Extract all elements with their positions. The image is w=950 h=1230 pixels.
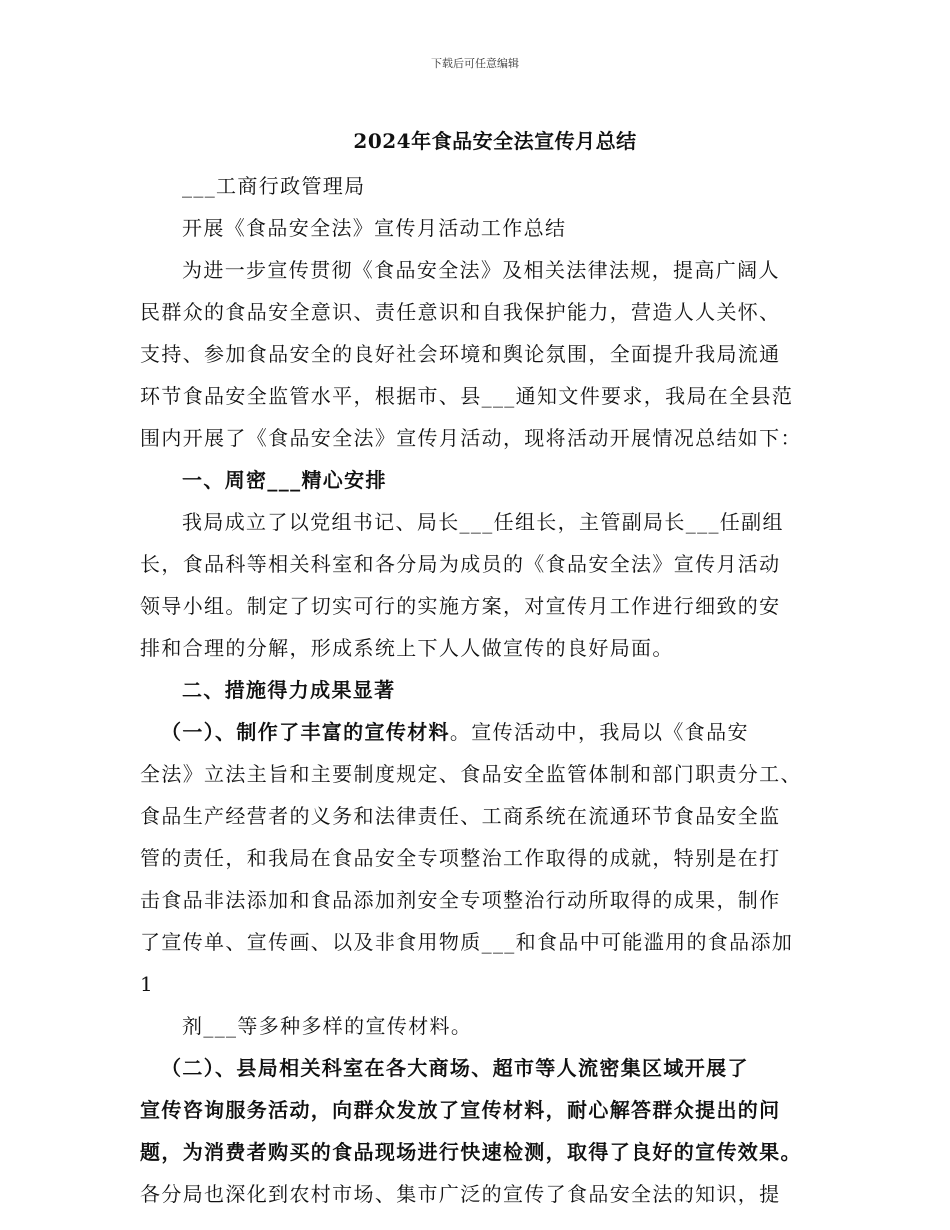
section-heading-2: 二、措施得力成果显著 <box>182 678 396 702</box>
document-title: 2024年食品安全法宣传月总结 <box>353 129 637 153</box>
header-note: 下载后可任意编辑 <box>431 57 519 70</box>
text-line: 我局成立了以党组书记、局长___任组长，主管副局长___任副组 <box>182 510 784 534</box>
document-body <box>140 165 815 1215</box>
item1-continuation: 剂___等多种多样的宣传材料。 <box>182 1014 473 1038</box>
text-line: 支持、参加食品安全的良好社会环境和舆论氛围，全面提升我局流通 <box>140 342 781 366</box>
section1-paragraph <box>140 501 815 669</box>
subtitle-line: 开展《食品安全法》宣传月活动工作总结 <box>182 216 567 240</box>
page-number: 1 <box>140 972 155 996</box>
text-line: 为进一步宣传贯彻《食品安全法》及相关法律法规，提高广阔人 <box>182 258 780 282</box>
text-line: 长，食品科等相关科室和各分局为成员的《食品安全法》宣传月活动 <box>140 552 781 576</box>
text-line: 食品生产经营者的义务和法律责任、工商系统在流通环节食品安全监 <box>140 804 781 828</box>
text-line: 各分局也深化到农村市场、集市广泛的宣传了食品安全法的知识，提 <box>140 1182 781 1206</box>
text-line <box>140 711 815 753</box>
text-line: 击食品非法添加和食品添加剂安全专项整治行动所取得的成果，制作 <box>140 888 781 912</box>
text-line: 民群众的食品安全意识、责任意识和自我保护能力，营造人人关怀、 <box>140 300 781 324</box>
text-line: 环节食品安全监管水平，根据市、县___通知文件要求，我局在全县范 <box>140 384 794 408</box>
text-line: （二）、县局相关科室在各大商场、超市等人流密集区域开展了 <box>161 1056 749 1080</box>
item2-paragraph <box>140 1047 815 1173</box>
item1-paragraph <box>140 711 815 963</box>
intro-paragraph <box>140 249 815 459</box>
agency-line: ___工商行政管理局 <box>182 174 366 198</box>
text-line: 排和合理的分解，形成系统上下人人做宣传的良好局面。 <box>140 636 674 660</box>
item2-continuation <box>140 1173 815 1215</box>
text-line: 管的责任，和我局在食品安全专项整治工作取得的成就，特别是在打 <box>140 846 781 870</box>
text-line: 全法》立法主旨和主要制度规定、食品安全监管体制和部门职责分工、 <box>140 762 802 786</box>
text-line: 围内开展了《食品安全法》宣传月活动，现将活动开展情况总结如下： <box>140 426 802 450</box>
text-line: 了宣传单、宣传画、以及非食用物质___和食品中可能滥用的食品添加 <box>140 930 794 954</box>
section-heading-1: 一、周密___精心安排 <box>182 468 387 492</box>
text-line: 宣传咨询服务活动，向群众发放了宣传材料，耐心解答群众提出的问 <box>140 1098 781 1122</box>
item1-text: 。宣传活动中，我局以《食品安 <box>449 720 749 744</box>
text-line: 领导小组。制定了切实可行的实施方案，对宣传月工作进行细致的安 <box>140 594 781 618</box>
item1-heading: （一）、制作了丰富的宣传材料 <box>161 720 450 744</box>
text-line: 题，为消费者购买的食品现场进行快速检测，取得了良好的宣传效果。 <box>140 1140 802 1164</box>
